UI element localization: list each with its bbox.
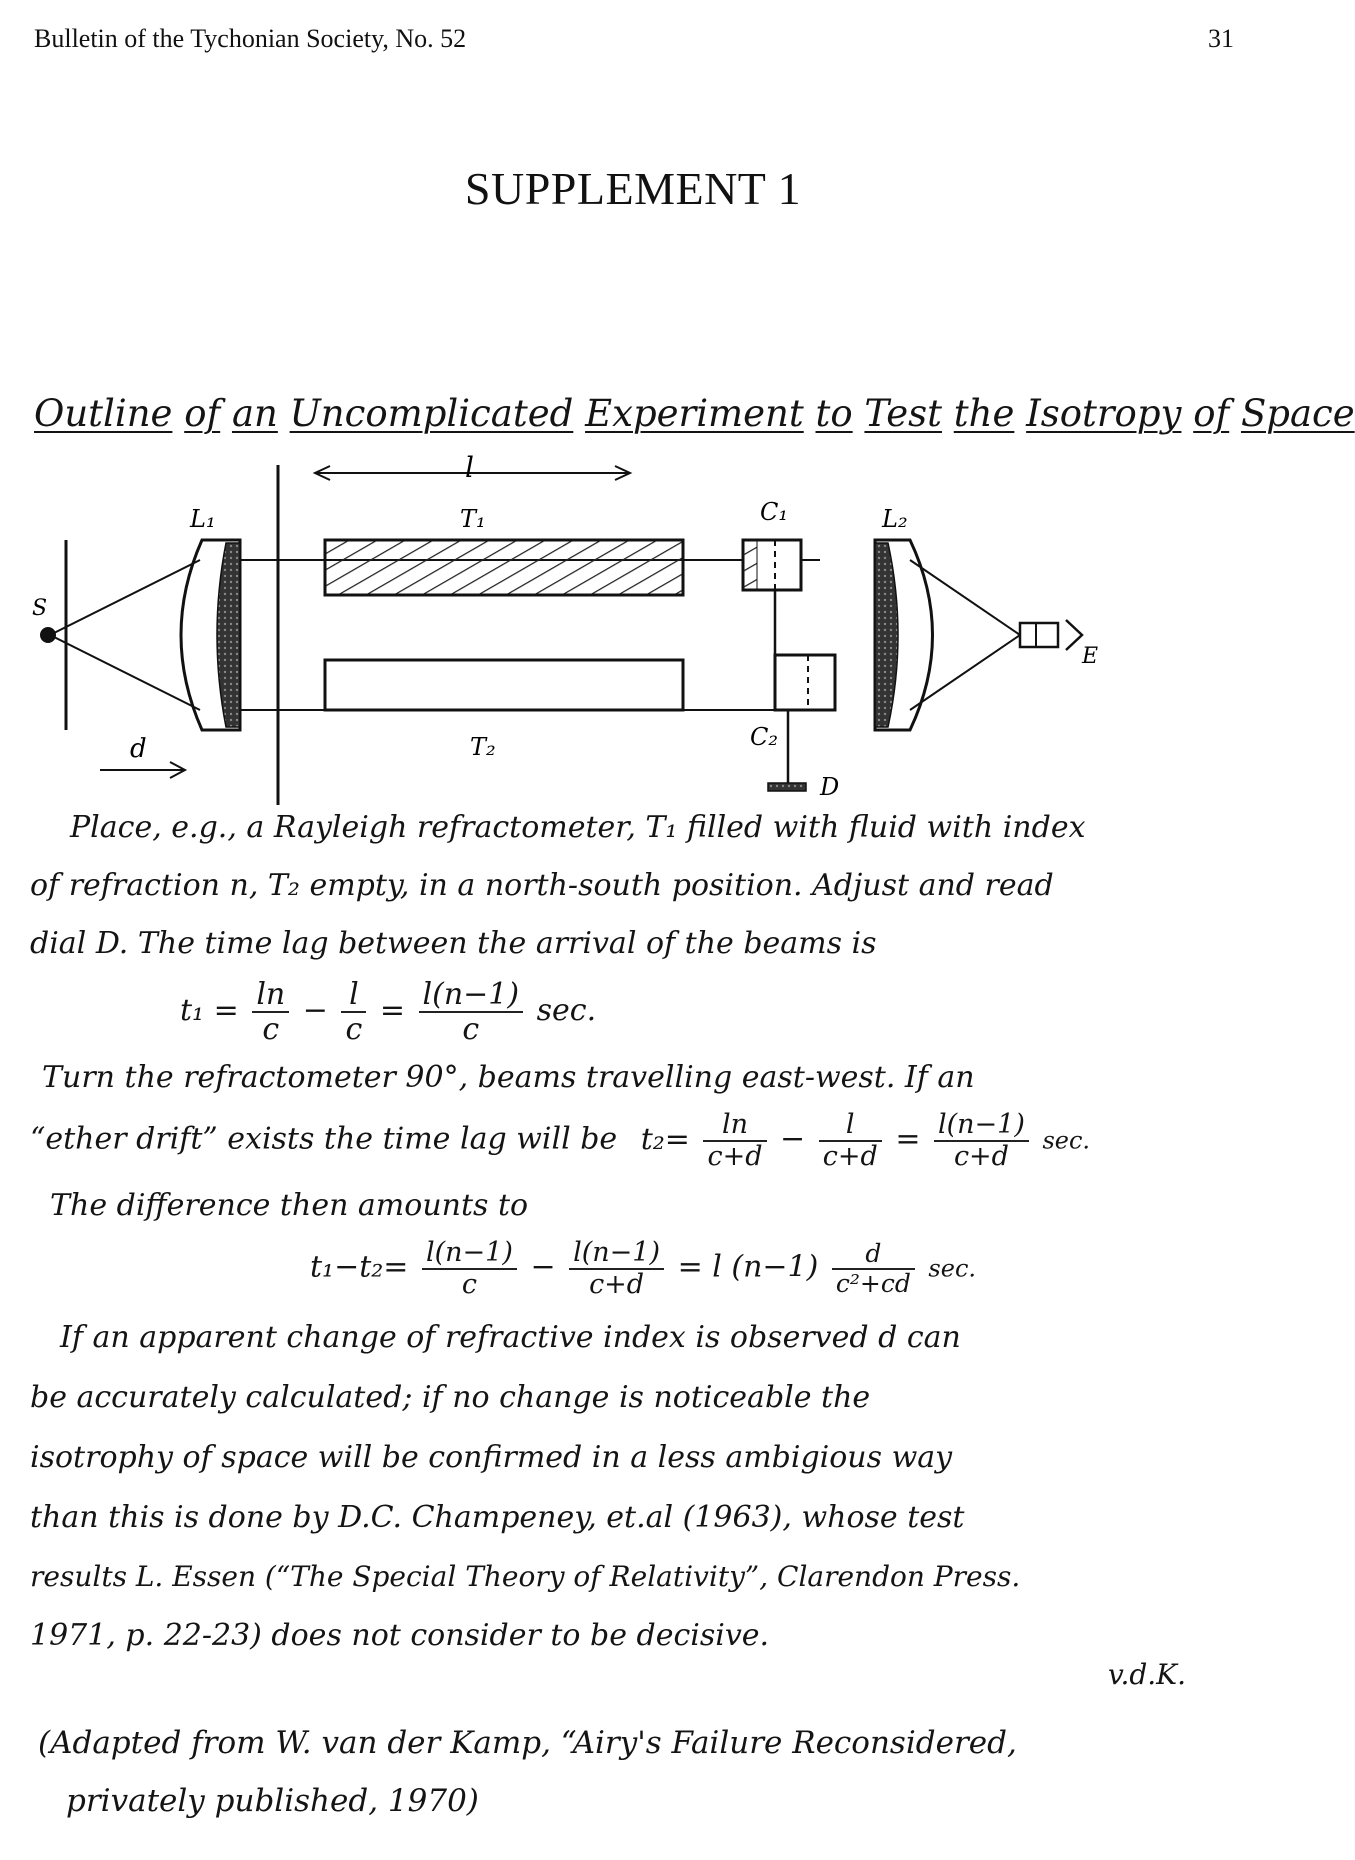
denominator: c+d	[707, 1140, 763, 1172]
denominator: c+d	[589, 1268, 645, 1300]
text-line: isotrophy of space will be confirmed in a less ambigious way	[30, 1440, 953, 1475]
tube-1	[325, 540, 683, 595]
fraction	[703, 1110, 766, 1171]
eye-icon	[1066, 620, 1082, 650]
text-line: If an apparent change of refractive index is observed d can	[60, 1320, 961, 1355]
fraction	[419, 978, 524, 1046]
numerator: l(n−1)	[934, 1110, 1029, 1142]
equation-t2-line	[30, 1110, 1090, 1171]
title-word: Space	[1240, 392, 1355, 435]
fraction	[341, 978, 366, 1046]
source-label: S	[32, 596, 48, 621]
fraction	[934, 1110, 1029, 1171]
fraction	[422, 1238, 517, 1299]
denominator: c+d	[822, 1140, 878, 1172]
title-word: the	[953, 392, 1015, 435]
denominator: c²+cd	[835, 1268, 911, 1298]
numerator: ln	[703, 1110, 766, 1142]
compensator-2	[775, 655, 835, 710]
text-line: dial D. The time lag between the arrival of the beams is	[30, 926, 877, 961]
equals-sign: =	[379, 993, 405, 1028]
title-word: Uncomplicated	[289, 392, 574, 435]
eq-middle: = l (n−1)	[677, 1249, 819, 1285]
title-word: an	[231, 392, 278, 435]
eq-lhs: t₁ =	[180, 993, 239, 1028]
text-line: 1971, p. 22-23) does not consider to be decisive.	[30, 1618, 770, 1653]
numerator: l(n−1)	[569, 1238, 664, 1270]
adapted-line-2: privately published, 1970)	[66, 1783, 479, 1819]
text-line: Turn the refractometer 90°, beams travelling east-west. If an	[42, 1060, 975, 1095]
numerator: l	[819, 1110, 882, 1142]
numerator: l(n−1)	[422, 1238, 517, 1270]
adapted-line-1: (Adapted from W. van der Kamp, “Airy's Failure Reconsidered,	[38, 1725, 1017, 1761]
title-word: of	[184, 392, 221, 435]
diagram-title	[34, 392, 1355, 435]
text-line: results L. Essen (“The Special Theory of Relativity”, Clarendon Press.	[30, 1560, 1021, 1593]
denominator: c+d	[953, 1140, 1009, 1172]
equation-difference	[310, 1238, 976, 1299]
tube-1-label: T₁	[460, 505, 486, 533]
eye-label: E	[1082, 644, 1099, 669]
lens-1-label: L₁	[190, 505, 216, 533]
title-word: to	[815, 392, 853, 435]
lens-2-label: L₂	[882, 505, 908, 533]
author-initials: v.d.K.	[1107, 1658, 1186, 1691]
denominator: c	[461, 1268, 477, 1300]
text-line: than this is done by D.C. Champeney, et.al (1963), whose test	[30, 1500, 965, 1535]
running-header	[34, 24, 1234, 64]
fraction	[569, 1238, 664, 1299]
numerator: ln	[252, 978, 289, 1013]
eyepiece	[1020, 623, 1058, 647]
text-line: The difference then amounts to	[50, 1188, 529, 1223]
equals-sign: =	[895, 1121, 921, 1157]
eq-lhs: t₂=	[640, 1121, 690, 1157]
equation-t1	[180, 978, 596, 1046]
title-word: Isotropy	[1026, 392, 1182, 435]
eq-unit: sec.	[536, 993, 597, 1028]
fraction	[819, 1110, 882, 1171]
eq-unit: sec.	[928, 1254, 977, 1283]
text-line: be accurately calculated; if no change is noticeable the	[30, 1380, 871, 1415]
title-word: Experiment	[585, 392, 804, 435]
denominator: c	[345, 1012, 363, 1047]
dial	[768, 783, 806, 791]
minus-sign: −	[302, 993, 328, 1028]
source-point	[40, 627, 56, 643]
numerator: l	[341, 978, 366, 1013]
journal-title: Bulletin of the Tychonian Society, No. 52	[34, 24, 467, 53]
denominator: c	[462, 1012, 480, 1047]
numerator: l(n−1)	[419, 978, 524, 1013]
text-line: Place, e.g., a Rayleigh refractometer, T₁ filled with fluid with index	[70, 810, 1086, 845]
eq-unit: sec.	[1042, 1126, 1091, 1155]
supplement-title: SUPPLEMENT 1	[464, 163, 802, 214]
title-word: Outline	[34, 392, 173, 435]
dial-label: D	[820, 773, 840, 801]
title-word: of	[1193, 392, 1230, 435]
fraction	[832, 1240, 915, 1297]
page-number: 31	[1208, 24, 1234, 53]
text-line: of refraction n, T₂ empty, in a north-south position. Adjust and read	[30, 868, 1054, 903]
drift-label: d	[130, 734, 147, 764]
numerator: d	[832, 1240, 915, 1270]
refractometer-diagram	[30, 451, 1240, 805]
text-line: “ether drift” exists the time lag will be	[30, 1121, 618, 1157]
compensator-1-label: C₁	[760, 498, 788, 526]
tube-2	[325, 660, 683, 710]
minus-sign: −	[780, 1121, 806, 1157]
title-word: Test	[864, 392, 942, 435]
denominator: c	[262, 1012, 280, 1047]
eq-lhs: t₁−t₂=	[310, 1249, 409, 1285]
compensator-2-label: C₂	[750, 723, 778, 751]
length-label: l	[465, 451, 474, 484]
tube-2-label: T₂	[470, 733, 496, 761]
fraction	[252, 978, 289, 1046]
minus-sign: −	[530, 1249, 556, 1285]
